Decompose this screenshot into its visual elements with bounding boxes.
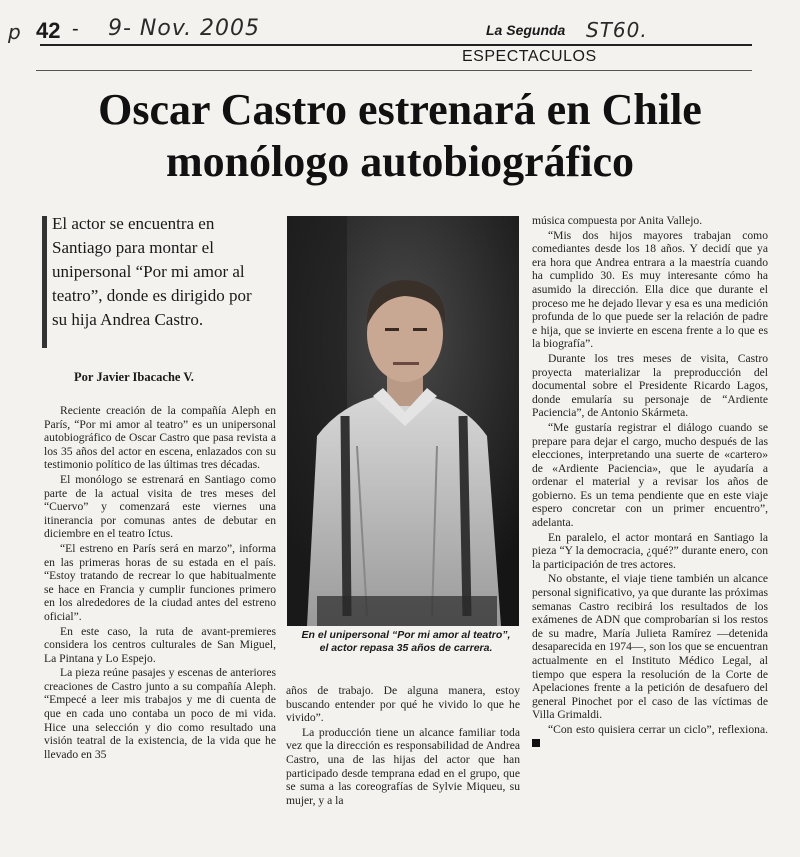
col3-paragraph [532,723,768,750]
col1-paragraph: En este caso, la ruta de avant-premieres considera los centros culturales de San Miguel, La Pintana y Lo Espejo. [44,624,276,665]
col3-paragraph: música compuesta por Anita Vallejo. [532,214,703,227]
col3-paragraph: “Me gustaría registrar el diálogo cuando se prepare para dejar el cargo, mucho después de las elecciones, interpretando una suerte de «cartero» de «Ardiente Paciencia», que le ayudaría a ordenar el material y a revisar los años de gobierno. Es un tema pendiente que en este viaje espero concretar con un primer encuentro”, adelanta. [532,420,768,530]
photo-caption: En el unipersonal “Por mi amor al teatro”, el actor repasa 35 años de carrera. [301,629,511,654]
handwritten-date: 9- Nov. 2005 [108,16,261,41]
closing-quote-text: “Con esto quisiera cerrar un ciclo”, reflexiona. [548,722,768,736]
headline [0,84,800,188]
col1-paragraph: Reciente creación de la compañía Aleph en París, “Por mi amor al teatro” es un unipersonal autobiográfico de Oscar Castro que pasa revista a los 35 años del actor en escena, enlazados con su testimonio político de las últimas tres décadas. [44,404,276,472]
headline-line-1: Oscar Castro estrenará en Chile [98,85,702,134]
end-mark [532,739,540,747]
headline-line-2: monólogo autobiográfico [165,137,635,186]
col1-paragraph: “El estreno en París será en marzo”, informa en las primeras horas de su estada en el país. “Estoy tratando de recrear lo que habitualmente se hace en Francia y cumplir funciones primero en los alrededores de la ciudad antes del estreno oficial”. [44,541,276,623]
col1-paragraph: El monólogo se estrenará en Santiago como parte de la actual visita de tres meses del “Cuervo” y comenzará este viernes una itinerancia por comunas antes de debutar en diciembre en el teatro Ictus. [44,472,276,541]
page-number: 42 [36,18,61,43]
col2-paragraph: La producción tiene un alcance familiar toda vez que la dirección es responsabilidad de Andrea Castro, una de las hijas del actor que han participado desde temprana edad en el grupo, que se suma a las coreografías de Sylvie Miqueu, su mujer, y a la [286,725,520,807]
column-1 [44,404,276,824]
col3-paragraph: “Mis dos hijos mayores trabajan como comediantes desde los 18 años. Y decidí que ya era hora que Andrea entrara a la maestría cuando ha cumplido 30. Es muy interesante cómo ha asumido la dirección. Ella dice que durante el proceso me he dejado llevar y esa es una medición profunda de lo que puede ser la relación de padre e hija, que se invierte en escena frente a lo que es la biografía”. [532,228,768,351]
handwritten-source: ST60. [586,18,648,42]
col2-paragraph: años de trabajo. De alguna manera, estoy buscando entender por qué he vivido lo que he vivido”. [286,684,520,725]
paper-logo: La Segunda [486,22,566,38]
column-3 [532,214,768,828]
handwritten-annotation-left: p [8,20,21,44]
actor-photo [287,216,519,626]
actor-photo-image [287,216,519,626]
col3-paragraph: No obstante, el viaje tiene también un alcance personal significativo, ya que durante las próximas semanas Castro recibirá los resultados de los exámenes de ADN que comprobarían si los restos de su madre, María Julieta Ramírez —detenida desaparecida en 1974—, son los que se encuentran actualmente en el Instituto Médico Legal, al tiempo que espera la resolución de la Corte de Apelaciones frente a la petición de desafuero del general Pinochet por el caso de las víctimas de Villa Grimaldi. [532,572,768,722]
col3-paragraph: Durante los tres meses de visita, Castro proyecta materializar la preproducción del documental sobre el Presidente Ricardo Lagos, donde emularía su personaje de “Ardiente Paciencia”, de Antonio Skármeta. [532,351,768,420]
section-rule [36,70,752,71]
deck-bar [42,216,47,348]
header-rule [40,44,752,46]
col1-paragraph: La pieza reúne pasajes y escenas de anteriores creaciones de Castro junto a su compañía Aleph. “Empecé a leer mis trabajos y me di cuenta de que en cada uno contaba un poco de mi vida. Hice una selección y dio como resultado una visión teatral de la existencia, de la vida que he llevado en 35 [44,666,276,761]
col3-paragraph: En paralelo, el actor montará en Santiago la pieza “Y la democracia, ¿qué?” durante enero, con la participación de tres actores. [532,530,768,571]
column-2 [286,684,520,824]
section-label: ESPECTACULOS [462,48,597,65]
byline: Por Javier Ibacache V. [74,370,194,384]
page-number-separator: - [72,18,79,40]
deck: El actor se encuentra en Santiago para montar el unipersonal “Por mi amor al teatro”, donde es dirigido por su hija Andrea Castro. [52,214,252,329]
